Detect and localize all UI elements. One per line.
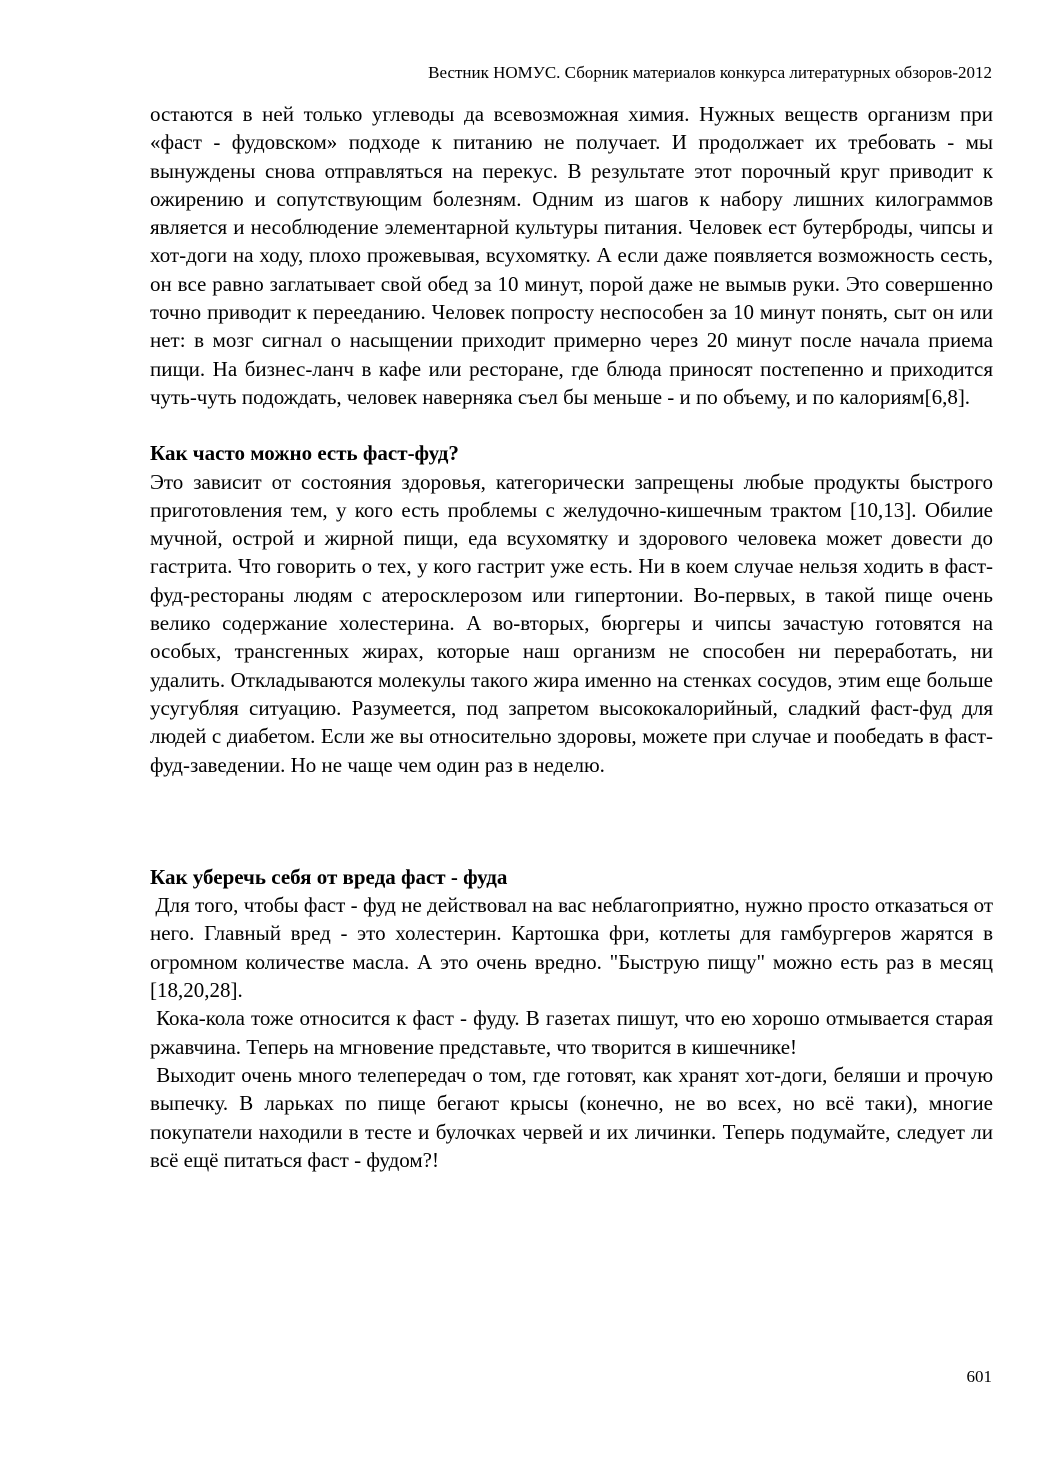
section-heading-how-often: Как часто можно есть фаст-фуд?: [150, 441, 459, 466]
running-header: Вестник НОМУС. Сборник материалов конкурса литературных обзоров-2012: [428, 63, 992, 82]
document-body: [150, 100, 999, 1174]
section-spacer: [150, 779, 993, 863]
paragraph-how-often: Это зависит от состояния здоровья, категорически запрещены любые продукты быстрого приготовления тем, у кого есть проблемы с желудочно-кишечным трактом [10,13]. Обилие мучной, острой и жирной пищи, еда всухомятку и здорового человека может довести до гастрита. Что говорить о тех, у кого гастрит уже есть. Ни в коем случае нельзя ходить в фаст-фуд-рестораны людям с атеросклерозом или гипертонии. Во-первых, в такой пище очень велико содержание холестерина. А во-вторых, бюргеры и чипсы зачастую готовятся на особых, трансгенных жирах, которые наш организм не способен ни переработать, ни удалить. Откладываются молекулы такого жира именно на стенках сосудов, этим еще больше усугубляя ситуацию. Разумеется, под запретом высококалорийный, сладкий фаст-фуд для людей с диабетом. Если же вы относительно здоровы, можете при случае и пообедать в фаст-фуд-заведении. Но не чаще чем один раз в неделю.: [150, 469, 993, 777]
paragraph-street-food: Выходит очень много телепередач о том, где готовят, как хранят хот-доги, беляши и прочую выпечку. В ларьках по пище бегают крысы (конечно, не во всех, но всё таки), многие покупатели находили в тесте и булочках червей и их личинки. Теперь подумайте, следует ли всё ещё питаться фаст - фудом?!: [150, 1062, 999, 1172]
paragraph-spacer: [150, 411, 993, 439]
paragraph-protection: Для того, чтобы фаст - фуд не действовал на вас неблагоприятно, нужно просто отказаться от него. Главный вред - это холестерин. Картошка фри, котлеты для гамбургеров жарятся в огромном количестве масла. А это очень вредно. "Быструю пищу" можно есть раз в месяц [18,20,28].: [150, 893, 999, 1003]
paragraph-fast-food-effects: остаются в ней только углеводы да всевозможная химия. Нужных веществ организм при «фаст - фудовском» подходе к питанию не получает. И продолжает их требовать - мы вынуждены снова отправляться на перекус. В результате этот порочный круг приводит к ожирению и сопутствующим болезням. Одним из шагов к набору лишних килограммов является и несоблюдение элементарной культуры питания. Человек ест бутерброды, чипсы и хот-доги на ходу, плохо прожевывая, всухомятку. А если даже появляется возможность сесть, он все равно заглатывает свой обед за 10 минут, порой даже не вымыв руки. Это совершенно точно приводит к перееданию. Человек попросту неспособен за 10 минут понять, сыт он или нет: в мозг сигнал о насыщении приходит примерно через 20 минут после начала приема пищи. На бизнес-ланч в кафе или ресторане, где блюда приносят постепенно и приходится чуть-чуть подождать, человек наверняка съел бы меньше - и по объему, и по калориям[6,8].: [150, 102, 993, 409]
section-heading-protection: Как уберечь себя от вреда фаст - фуда: [150, 864, 508, 889]
page-number: 601: [966, 1367, 992, 1386]
paragraph-coca-cola: Кока-кола тоже относится к фаст - фуду. В газетах пишут, что ею хорошо отмывается старая ржавчина. Теперь на мгновение представьте, что творится в кишечнике!: [150, 1006, 999, 1059]
